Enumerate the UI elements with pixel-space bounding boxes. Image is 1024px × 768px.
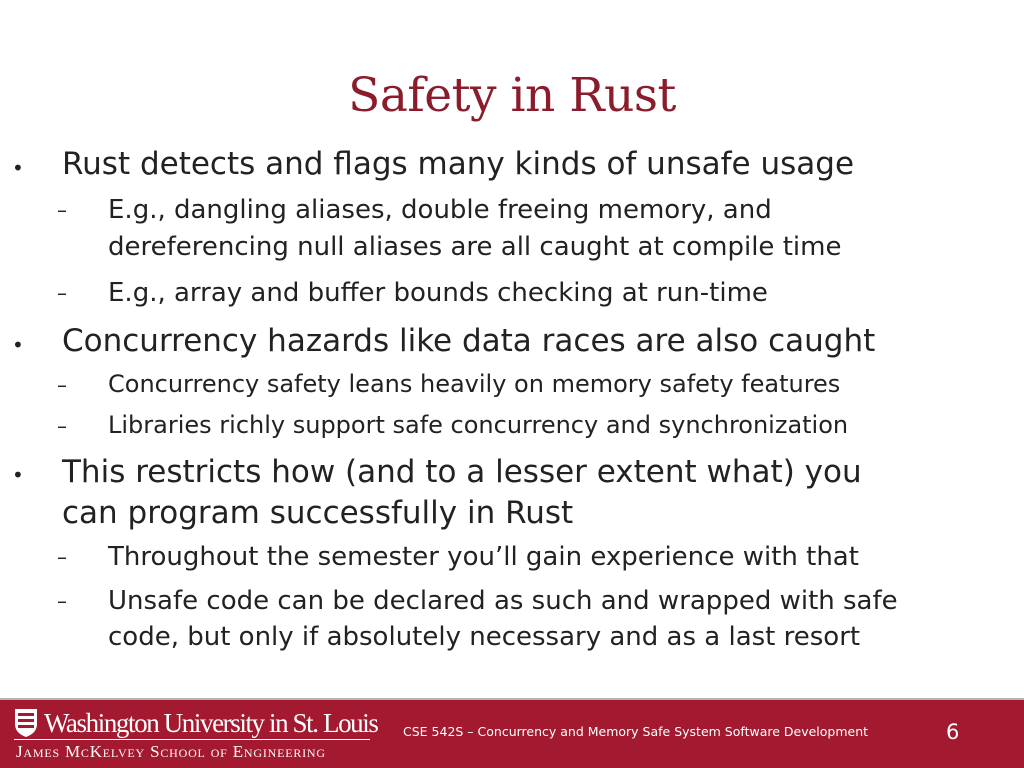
bullet-marker: • <box>12 156 24 180</box>
bullet-3-line-1: This restricts how (and to a lesser extent what) you <box>62 454 862 490</box>
university-logo <box>14 706 378 764</box>
bullet-1: Rust detects and flags many kinds of unsafe usage <box>62 146 855 182</box>
bullet-2-sub-1: Concurrency safety leans heavily on memory safety features <box>108 370 841 398</box>
footer-band <box>0 700 1024 768</box>
bullet-marker: • <box>12 463 24 487</box>
bullet-1-sub-1-line-2: dereferencing null aliases are all caught at compile time <box>108 232 842 262</box>
bullet-3-sub-1: Throughout the semester you’ll gain experience with that <box>108 542 859 572</box>
slide-title: Safety in Rust <box>348 68 676 123</box>
university-name: Washington University in St. Louis <box>44 708 378 738</box>
bullet-1-sub-1-line-1: E.g., dangling aliases, double freeing memory, and <box>108 195 772 225</box>
school-name: James McKelvey School of Engineering <box>16 742 326 761</box>
bullet-1-sub-2: E.g., array and buffer bounds checking at run-time <box>108 278 768 308</box>
bullet-2: Concurrency hazards like data races are also caught <box>62 323 876 359</box>
course-title: CSE 542S – Concurrency and Memory Safe System Software Development <box>403 724 869 739</box>
dash-marker: – <box>57 414 67 438</box>
bullet-2-sub-2: Libraries richly support safe concurrency and synchronization <box>108 411 849 439</box>
dash-marker: – <box>57 373 67 397</box>
dash-marker: – <box>57 589 67 613</box>
page-number: 6 <box>946 720 960 744</box>
bullet-3-line-2: can program successfully in Rust <box>62 495 574 531</box>
bullet-3-sub-2-line-1: Unsafe code can be declared as such and wrapped with safe <box>108 586 898 616</box>
bullet-marker: • <box>12 333 24 357</box>
university-seal-icon <box>14 708 38 738</box>
dash-marker: – <box>57 198 67 222</box>
dash-marker: – <box>57 281 67 305</box>
dash-marker: – <box>57 545 67 569</box>
logo-rule <box>14 739 370 740</box>
bullet-3-sub-2-line-2: code, but only if absolutely necessary and as a last resort <box>108 622 861 652</box>
